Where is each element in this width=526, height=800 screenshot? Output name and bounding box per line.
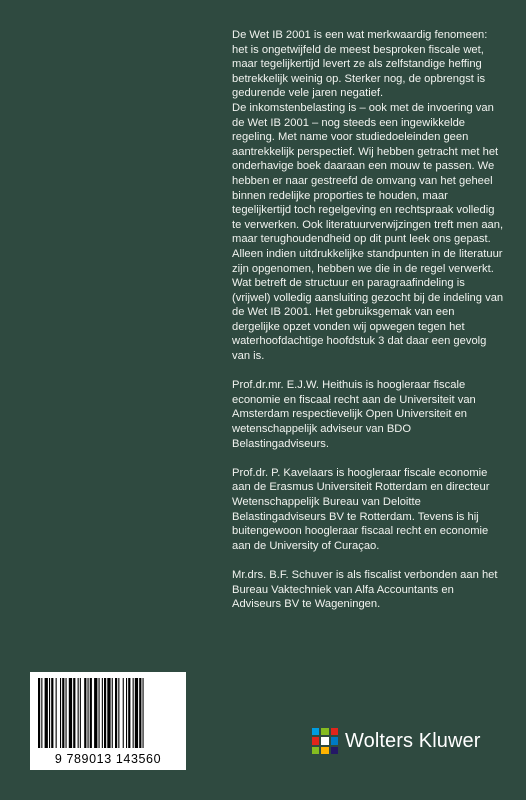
- barcode-bar: [90, 678, 92, 748]
- author-bio-heithuis: Prof.dr.mr. E.J.W. Heithuis is hoogleraar fiscale economie en fiscaal recht aan de Universiteit van Amsterdam respectievelijk Open Universiteit en wetenschappelijk adviseur van BDO Belastingadviseurs.: [232, 379, 476, 450]
- barcode-bar: [115, 678, 117, 748]
- back-cover-text: [232, 28, 504, 612]
- barcode-bar: [104, 678, 106, 748]
- isbn-barcode: [30, 672, 186, 770]
- wolters-kluwer-logo-icon: [312, 728, 338, 754]
- barcode-bar: [88, 678, 89, 748]
- barcode-bar: [51, 678, 53, 748]
- isbn-digits: 9 789013 143560: [54, 752, 162, 766]
- barcode-bar: [41, 678, 42, 748]
- barcode-bar: [135, 678, 138, 748]
- description-paragraph: De inkomstenbelasting is – ook met de invoering van de Wet IB 2001 – nog steeds een ingewikkelde regeling. Met name voor studiedoeleinden geen aantrekkelijk perspectief. Wij hebben getracht met het onderhavige boek daaraan een mouw te passen. We hebben er naar gestreefd de omvang van het geheel binnen redelijke proporties te houden, maar tegelijkertijd toch regelgeving en rechtspraak volledig te verwerken. Ook literatuurverwijzingen treft men aan, maar terughoudendheid op dit punt leek ons gepast. Alleen indien uitdrukkelijke standpunten in de literatuur zijn opgenomen, hebben we die in de regel verwerkt. Wat betreft de structuur en paragraafindeling is (vrijwel) volledig aansluiting gezocht bij de indeling van de Wet IB 2001. Het gebruiksgemak van een dergelijke opzet vonden wij opwegen tegen het waterhoofdachtige hoofdstuk 3 dat daar een gevolg van is.: [232, 101, 504, 363]
- barcode-bar: [94, 678, 97, 748]
- barcode-bar: [56, 678, 57, 748]
- author-bio-kavelaars: Prof.dr. P. Kavelaars is hoogleraar fiscale economie aan de Erasmus Universiteit Rotterdam en directeur Wetenschappelijk Bureau van Deloitte Belastingadviseurs BV te Rotterdam. Tevens is hij buitengewoon hoogleraar fiscaal recht en economie aan de University of Curaçao.: [232, 466, 490, 552]
- barcode-bar: [84, 678, 86, 748]
- barcode-bars: [36, 678, 180, 748]
- intro-paragraph: De Wet IB 2001 is een wat merkwaardig fenomeen: het is ongetwijfeld de meest besproken fiscale wet, maar tegelijkertijd levert ze als zelfstandige heffing betrekkelijk weinig op. Sterker nog, de opbrengst is gedurende vele jaren negatief.: [232, 29, 488, 100]
- barcode-bar: [102, 678, 103, 748]
- barcode-bar: [45, 678, 48, 748]
- barcode-bar: [128, 678, 130, 748]
- barcode-bar: [62, 678, 64, 748]
- barcode-bar: [69, 678, 72, 748]
- barcode-bar: [139, 678, 141, 748]
- publisher-name: Wolters Kluwer: [345, 729, 481, 752]
- barcode-bar: [99, 678, 100, 748]
- publisher-logo: [312, 728, 481, 754]
- barcode-bar: [66, 678, 67, 748]
- barcode-bar: [60, 678, 61, 748]
- barcode-bar: [133, 678, 134, 748]
- barcode-bar: [118, 678, 119, 748]
- barcode-bar: [107, 678, 110, 748]
- author-bio-schuver: Mr.drs. B.F. Schuver is als fiscalist verbonden aan het Bureau Vaktechniek van Alfa Accountants en Adviseurs BV te Wageningen.: [232, 568, 498, 611]
- barcode-bar: [49, 678, 50, 748]
- barcode-bar: [73, 678, 75, 748]
- barcode-bar: [123, 678, 124, 748]
- barcode-bar: [112, 678, 113, 748]
- barcode-bar: [80, 678, 81, 748]
- barcode-bar: [78, 678, 79, 748]
- barcode-bar: [126, 678, 127, 748]
- barcode-bar: [143, 678, 144, 748]
- barcode-bar: [38, 678, 40, 748]
